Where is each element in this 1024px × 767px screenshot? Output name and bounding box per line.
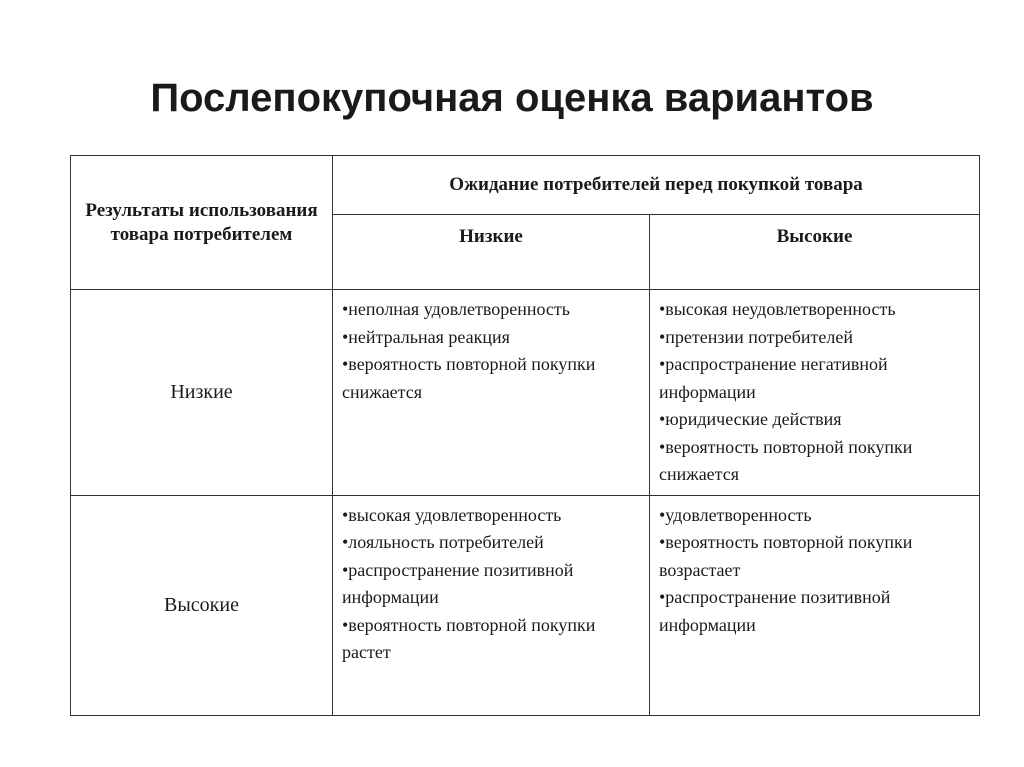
expectation-header: Ожидание потребителей перед покупкой товара: [449, 174, 863, 195]
list-item: •распространение негативной информации: [659, 354, 888, 402]
corner-label: Результаты использования товара потребителем: [85, 199, 318, 245]
expectation-header-cell: [333, 156, 980, 215]
outcome-list: [342, 502, 641, 667]
list-item: •вероятность повторной покупки возрастает: [659, 532, 913, 580]
list-item: •претензии потребителей: [659, 326, 854, 347]
list-item: •лояльность потребителей: [342, 532, 544, 552]
outcome-list: [342, 296, 641, 406]
corner-header-cell: [71, 156, 333, 290]
cell-high-high: [650, 495, 980, 715]
cell-low-low: [333, 290, 650, 496]
cell-high-low: [333, 495, 650, 715]
table-row: [71, 290, 980, 496]
list-item: •неполная удовлетворенность: [342, 299, 570, 319]
evaluation-table: [70, 155, 980, 716]
list-item: •удовлетворенность: [659, 504, 812, 525]
column-high-label: Высокие: [776, 226, 853, 247]
list-item: •распространение позитивной информации: [659, 587, 891, 635]
outcome-list: [659, 296, 971, 489]
column-header-low: [333, 215, 650, 290]
list-item: •высокая неудовлетворенность: [659, 299, 896, 319]
row-label: Низкие: [170, 380, 233, 403]
row-header-high: [71, 495, 333, 715]
column-low-label: Низкие: [459, 226, 523, 247]
list-item: •вероятность повторной покупки снижается: [342, 354, 596, 402]
list-item: •вероятность повторной покупки растет: [342, 614, 596, 662]
row-header-low: [71, 290, 333, 496]
list-item: •вероятность повторной покупки снижается: [659, 436, 913, 484]
row-label: Высокие: [164, 593, 239, 616]
column-header-high: [650, 215, 980, 290]
header-row: [71, 156, 980, 215]
table-row: [71, 495, 980, 715]
list-item: •юридические действия: [659, 409, 842, 429]
cell-low-high: [650, 290, 980, 496]
list-item: •распространение позитивной информации: [342, 559, 574, 607]
slide-title: Послепокупочная оценка вариантов: [150, 76, 874, 120]
list-item: •высокая удовлетворенность: [342, 504, 562, 525]
outcome-list: [659, 502, 971, 640]
list-item: •нейтральная реакция: [342, 326, 510, 347]
